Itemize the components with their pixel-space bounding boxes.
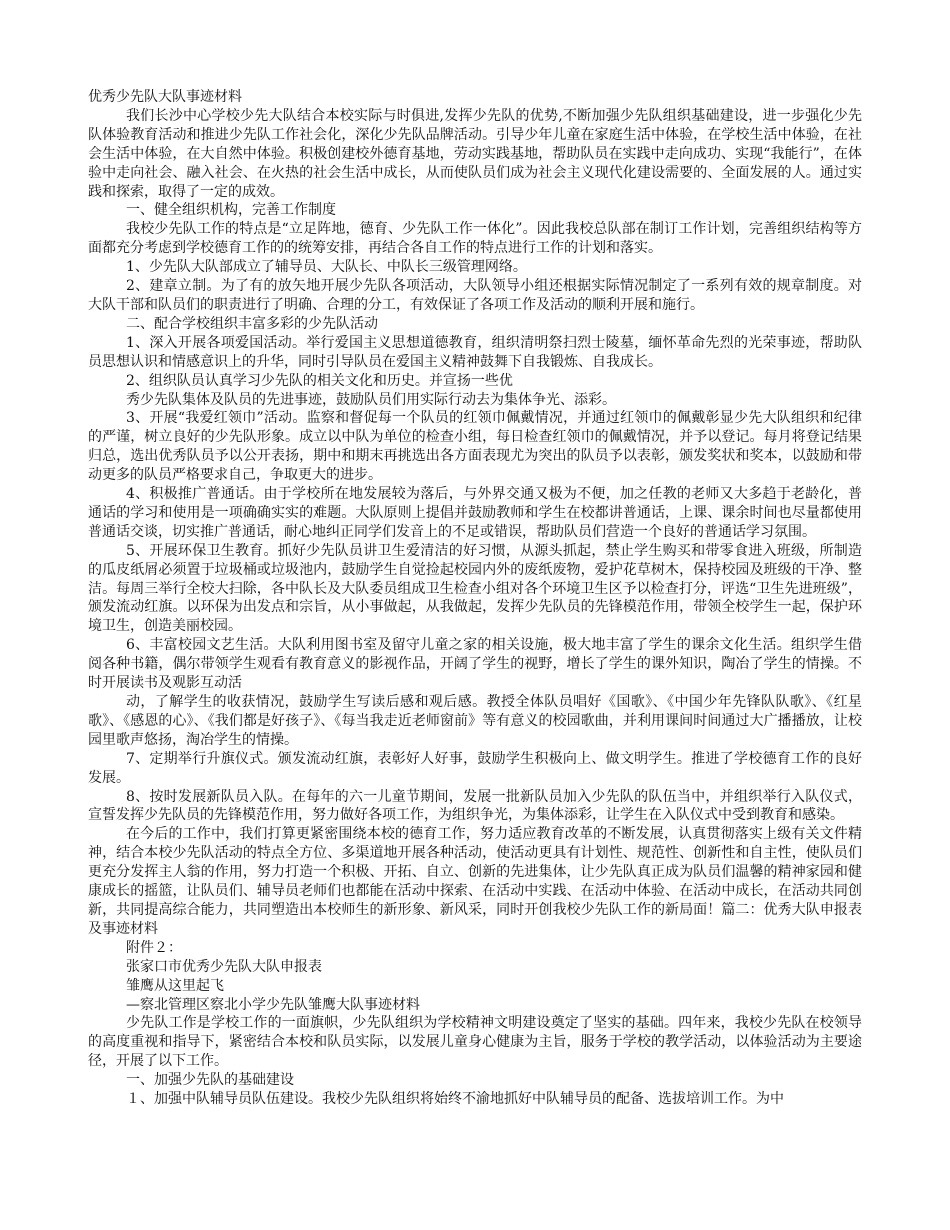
section-heading-3: 一、加强少先队的基础建设 [126, 1072, 294, 1089]
attachment-label: 附件２： [126, 939, 182, 956]
list-item: 4、积极推广普通话。由于学校所在地发展较为落后，与外界交通又极为不便，加之任教的老师又大多趋于老龄化，普通话的学习和使用是一项确确实实的难题。大队原则上提倡并鼓励教师和学生在校都讲普通话，上课、课余时间也尽量都使用普通话交谈，切实推广普通话，耐心地纠正同学们发音上的不足或错误，帮助队员们营造一个良好的普通话学习氛围。 [88, 486, 862, 540]
paragraph: 动，了解学生的收获情况，鼓励学生写读后感和观后感。教授全体队员唱好《国歌》、《中国少年先锋队队歌》、《红星歌》、《感恩的心》、《我们都是好孩子》、《每当我走近老师窗前》等有意义的校园歌曲，并利用课间时间通过大广播播放，让校园里歌声悠扬，淘冶学生的情操。 [88, 694, 862, 748]
list-item: 6、丰富校园文艺生活。大队利用图书室及留守儿童之家的相关设施，极大地丰富了学生的课余文化生活。组织学生借阅各种书籍，偶尔带领学生观看有教育意义的影视作品，开阔了学生的视野，增长了学生的课外知识，陶冶了学生的情操。不时开展读书及观影互动活 [88, 637, 862, 692]
list-item: 2、组织队员认真学习少先队的相关文化和历史。并宣扬一些优 [126, 372, 513, 389]
section-heading-2: 二、配合学校组织丰富多彩的少先队活动 [126, 315, 378, 332]
list-item: 3、开展“我爱红领巾”活动。监察和督促每一个队员的红领巾佩戴情况，并通过红领巾的佩戴彰显少先大队组织和纪律的严谨，树立良好的少先队形象。成立以中队为单位的检查小组，每日检查红领巾的佩戴情况，并予以登记。每月将登记结果归总，选出优秀队员予以公开表扬，期中和期末再挑选出各方面表现尤为突出的队员予以表彰，颁发奖状和奖本，以鼓励和带动更多的队员严格要求自己，争取更大的进步。 [88, 410, 862, 484]
section-heading-1: 一、健全组织机构，完善工作制度 [126, 202, 336, 219]
paragraph: 我校少先队工作的特点是“立足阵地，德育、少先队工作一体化”。因此我校总队部在制订工作计划，完善组织结构等方面都充分考虑到学校德育工作的的统筹安排，再结合各自工作的特点进行工作的计划和落实。 [88, 221, 862, 257]
form-title: 张家口市优秀少先队大队申报表 [126, 958, 322, 975]
article-subtitle: —察北管理区察北小学少先队雏鹰大队事迹材料 [126, 996, 420, 1013]
document-page [88, 88, 862, 1109]
paragraph: 秀少先队集体及队员的先进事迹，鼓励队员们用实际行动去为集体争光、添彩。 [126, 391, 616, 408]
list-item: 1、少先队大队部成立了辅导员、大队长、中队长三级管理网络。 [126, 259, 527, 276]
document-title: 优秀少先队大队事迹材料 [88, 89, 242, 105]
list-item: 2、建章立制。为了有的放矢地开展少先队各项活动，大队领导小组还根据实际情况制定了一系列有效的规章制度。对大队干部和队员们的职责进行了明确、合理的分工，有效保证了各项工作及活动的顺利开展和施行。 [88, 278, 862, 313]
paragraph-intro: 我们长沙中心学校少先大队结合本校实际与时俱进,发挥少先队的优势,不断加强少先队组织基础建设，进一步强化少先队体验教育活动和推进少先队工作社会化，深化少先队品牌活动。引导少年儿童在家庭生活中体验，在学校生活中体验，在社会生活中体验，在大自然中体验。积极创建校外德育基地，劳动实践基地，帮助队员在实践中走向成功、实现“我能行”，在体验中走向社会、融入社会、在火热的社会生活中成长，从而使队员们成为社会主义现代化建设需要的、全面发展的人。通过实践和探索，取得了一定的成效。 [88, 107, 862, 200]
list-item: 8、按时发展新队员入队。在每年的六一儿童节期间，发展一批新队员加入少先队的队伍当中，并组织举行入队仪式，宣誓发挥少先队员的先锋模范作用，努力做好各项工作，为组织争光，为集体添彩，让学生在入队仪式中受到教育和感染。 [88, 788, 862, 824]
list-item: 1、深入开展各项爱国活动。举行爱国主义思想道德教育，组织清明祭扫烈士陵墓，缅怀革命先烈的光荣事迹，帮助队员思想认识和情感意识上的升华，同时引导队员在爱国主义精神鼓舞下自我锻炼、自我成长。 [88, 334, 862, 370]
list-item: 5、开展环保卫生教育。抓好少先队员讲卫生爱清洁的好习惯，从源头抓起，禁止学生购买和带零食进入班级，所制造的瓜皮纸屑必须置于垃圾桶或垃圾池内，鼓励学生自觉捡起校园内外的废纸废物，爱护花草树木，保持校园及班级的干净、整洁。每周三举行全校大扫除，各中队长及大队委员组成卫生检查小组对各个环境卫生区予以检查打分，评选“卫生先进班级”，颁发流动红旗。以环保为出发点和宗旨，从小事做起，从我做起，发挥少先队员的先锋模范作用，带领全校学生一起，保护环境卫生，创造美丽校园。 [88, 542, 862, 635]
list-item: １、加强中队辅导员队伍建设。我校少先队组织将始终不渝地抓好中队辅导员的配备、选拔培训工作。为中 [126, 1091, 784, 1108]
list-item: 7、定期举行升旗仪式。颁发流动红旗，表彰好人好事，鼓励学生积极向上、做文明学生。推进了学校德育工作的良好发展。 [88, 750, 862, 786]
paragraph-conclusion: 在今后的工作中，我们打算更紧密围绕本校的德育工作，努力适应教育改革的不断发展，认真贯彻落实上级有关文件精神，结合本校少先队活动的特点全方位、多渠道地开展各种活动，使活动更具有计划性、规范性、创新性和自主性，使队员们更充分发挥主人翁的作用，努力打造一个积极、开拓、自立、创新的先进集体，让少先队真正成为队员们温馨的精神家园和健康成长的摇篮，让队员们、辅导员老师们也都能在活动中探索、在活动中实践、在活动中体验、在活动中成长，在活动共同创新，共同提高综合能力，共同塑造出本校师生的新形象、新风采，同时开创我校少先队工作的新局面！篇二：优秀大队申报表及事迹材料 [88, 826, 862, 937]
article-title: 雏鹰从这里起飞 [126, 977, 224, 994]
paragraph: 少先队工作是学校工作的一面旗帜，少先队组织为学校精神文明建设奠定了坚实的基础。四年来，我校少先队在校领导的高度重视和指导下，紧密结合本校和队员实际，以发展儿童身心健康为主旨，服务于学校的教学活动，以体验活动为主要途径，开展了以下工作。 [88, 1015, 862, 1070]
